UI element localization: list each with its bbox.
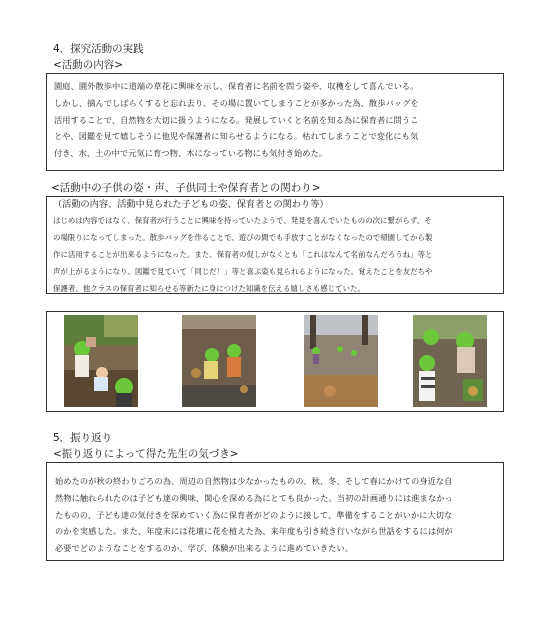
children-subhead: （活動の内容、活動中見られた子どもの姿、保育者との関わり等） — [53, 199, 329, 210]
reflection-line: 始めたのが秋の終わりごろの為、周辺の自然物は少なかったものの、秋、冬、そして春にかけての身近な自 — [55, 476, 453, 486]
activity-line: しかし、摘んでしばらくすると忘れ去り、その場に置いてしまうことが多かった為、散歩バッグを — [54, 97, 419, 108]
section5-title: 5．振り返り — [53, 432, 113, 444]
activity-content-box — [46, 73, 504, 171]
photo-children-leaves — [182, 315, 256, 407]
children-line: はじめは内容ではなく、保育者が行うことに興味を持っていたようで、発見を喜んでいたものの次に繋がらず、そ — [53, 216, 432, 225]
reflection-line: のかを実感した。また、年度末には花壇に花を植えた為、来年度も引き続き行いながら世話をするには何が — [55, 526, 453, 537]
reflection-line: 必要でどのようなことをするのか、学び、体験が出来るように進めていきたい。 — [55, 543, 354, 554]
children-line: の場限りになってしまった。散歩バッグを作ることで、遊びの間でも手放すことがなくなったので帰園してから製 — [53, 233, 433, 242]
photo-children-with-teacher — [413, 315, 487, 407]
activity-line: 付き、水、土の中で元気に育つ物、木になっている物にも気付き始めた。 — [54, 148, 328, 159]
activity-line: 活用することで、自然物を大切に扱うようになる。発展していくと名前を知る為に保育者に問うこ — [54, 114, 419, 125]
children-heading: <活動中の子供の姿・声、子供同士や保育者との関わり> — [51, 182, 321, 194]
reflection-line: 然物に触れられたのは子ども達の興味、関心を深める為にとても良かった。当初の計画通りには進まなかっ — [55, 492, 453, 503]
reflection-line: たものの、子ども達の気付きを深めていく為に保育者がどのように接して、準備をすることがいかに大切な — [55, 509, 453, 520]
children-line: 保護者、他クラスの保育者に知らせる等新たに身につけた知識を伝える嬉しさも感じていた。 — [53, 284, 365, 293]
section4-title: 4．探究活動の実践 — [53, 43, 144, 55]
children-box — [46, 196, 504, 294]
photo-park-walk — [304, 315, 378, 407]
reflection-heading: <振り返りによって得た先生の気づき> — [53, 448, 239, 460]
activity-line: とや、図鑑を見て嬉しそうに他児や保護者に知らせるようになる。枯れてしまうことで変化にも気 — [54, 131, 419, 142]
activity-line: 園庭、園外散歩中に道端の草花に興味を示し、保育者に名前を問う姿や、収穫をして喜んでいる。 — [54, 81, 419, 91]
activity-heading: <活動の内容> — [53, 59, 124, 71]
children-line: 声が上がるようになり、図鑑で見ていて「同じだ！」等と喜ぶ姿も見られるようになった。覚えたことを友だちや — [53, 267, 433, 276]
children-line: 作に活用することが出来るようになった。また、保育者の促しがなくとも「これはなんて名前なんだろうね」等と — [53, 250, 433, 259]
photo-children-in-garden — [64, 315, 138, 407]
reflection-box — [46, 462, 504, 561]
